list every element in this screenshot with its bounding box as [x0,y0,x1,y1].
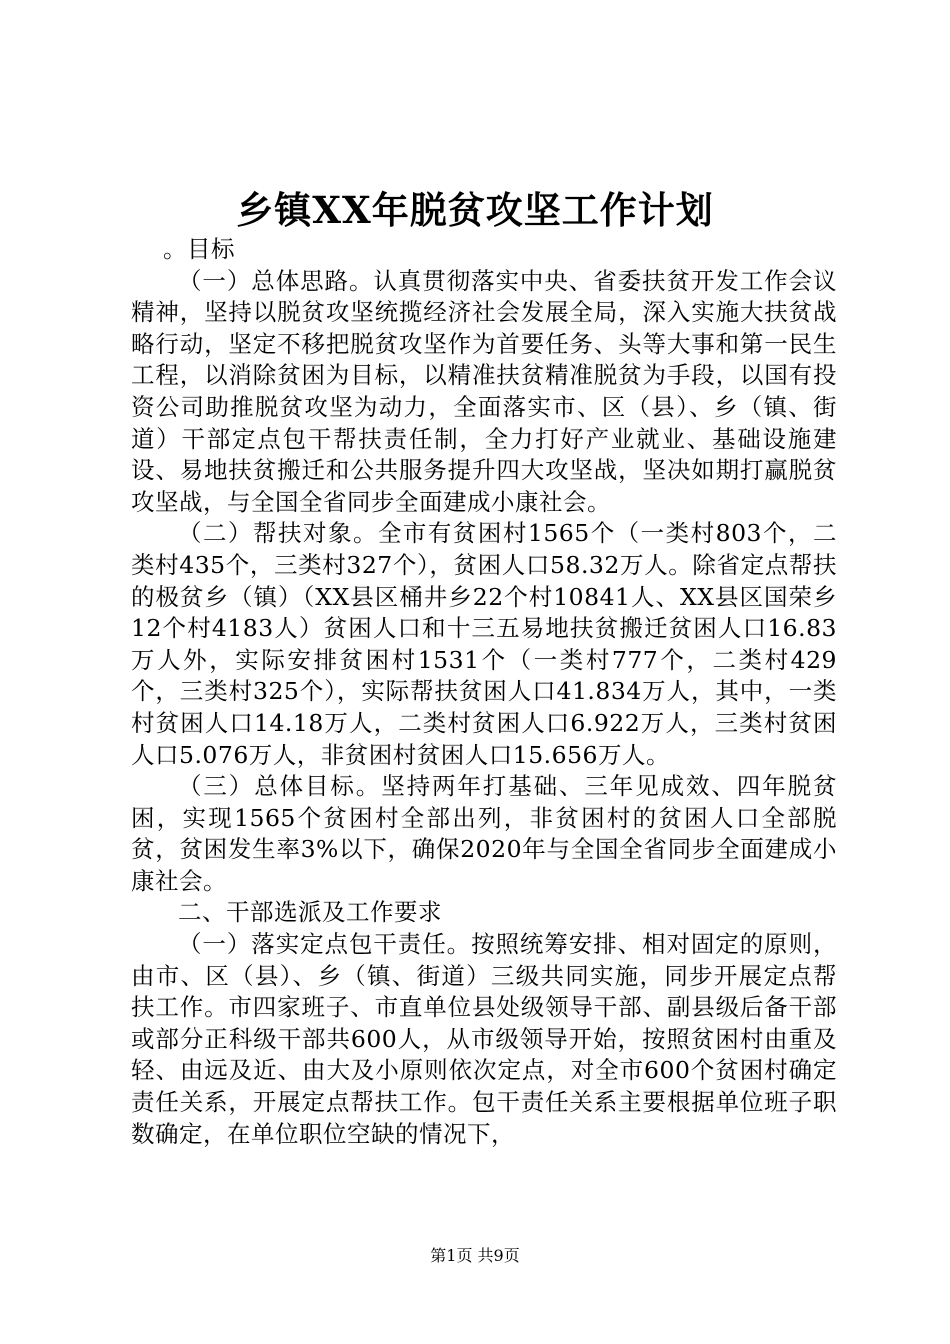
document-title: 乡镇XX年脱贫攻坚工作计划 [236,188,714,232]
paragraph-overall-thinking: （一）总体思路。认真贯彻落实中央、省委扶贫开发工作会议精神，坚持以脱贫攻坚统揽经济社会发展全局，深入实施大扶贫战略行动，坚定不移把脱贫攻坚作为首要任务、头等大事和第一民生工程，以消除贫困为目标，以精准扶贫精准脱贫为手段，以国有投资公司助推脱贫攻坚为动力，全面落实市、区（县）、乡（镇、街道）干部定点包干帮扶责任制，全力打好产业就业、基础设施建设、易地扶贫搬迁和公共服务提升四大攻坚战，坚决如期打赢脱贫攻坚战，与全国全省同步全面建成小康社会。 [131,266,837,516]
paragraph-heading-goal: 。目标 [163,235,235,263]
paragraph-overall-goal: （三）总体目标。坚持两年打基础、三年见成效、四年脱贫困，实现1565个贫困村全部出列，非贫困村的贫困人口全部脱贫，贫困发生率3%以下，确保2020年与全国全省同步全面建成小康社会。 [131,772,837,895]
document-body [131,234,837,1150]
paragraph-assistance-targets: （二）帮扶对象。全市有贫困村1565个（一类村803个，二类村435个，三类村327个），贫困人口58.32万人。除省定点帮扶的极贫乡（镇）（XX县区桶井乡22个村10841人、XX县区国荣乡12个村4183人）贫困人口和十三五易地扶贫搬迁贫困人口16.83万人外，实际安排贫困村1531个（一类村777个，二类村429个，三类村325个），实际帮扶贫困人口41.834万人，其中，一类村贫困人口14.18万人，二类村贫困人口6.922万人，三类村贫困人口5.076万人，非贫困村贫困人口15.656万人。 [131,519,837,769]
paragraph-responsibility: （一）落实定点包干责任。按照统筹安排、相对固定的原则，由市、区（县）、乡（镇、街道）三级共同实施，同步开展定点帮扶工作。市四家班子、市直单位县处级领导干部、副县级后备干部或部分正科级干部共600人，从市级领导开始，按照贫困村由重及轻、由远及近、由大及小原则依次定点，对全市600个贫困村确定责任关系，开展定点帮扶工作。包干责任关系主要根据单位班子职数确定，在单位职位空缺的情况下， [131,930,837,1148]
page-number: 第1页 共9页 [430,1246,520,1265]
paragraph-heading-cadre-selection: 二、干部选派及工作要求 [178,898,442,927]
